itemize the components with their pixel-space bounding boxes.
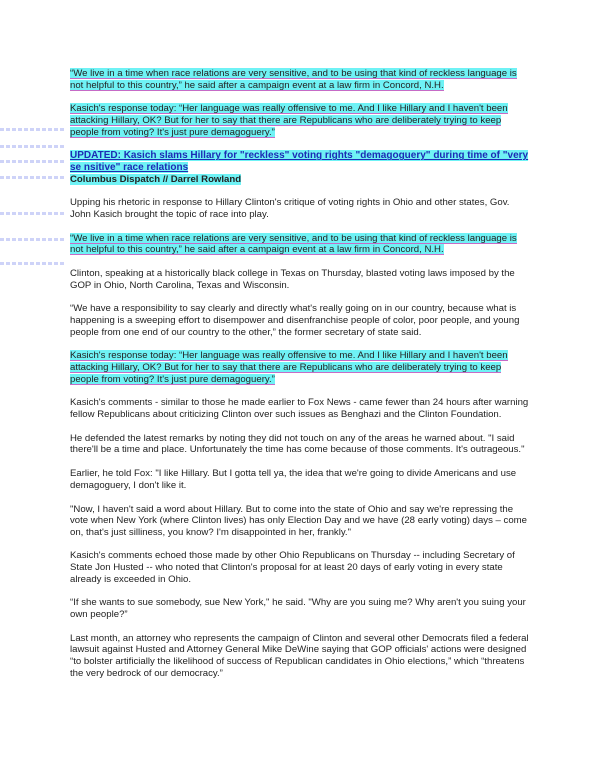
- body-paragraph: “If she wants to sue somebody, sue New York," he said. "Why are you suing me? Why aren't you suing your own people?”: [70, 597, 526, 621]
- margin-artifact: [0, 160, 66, 163]
- body-paragraph: “We live in a time when race relations are very sensitive, and to be using that kind of reckless language is not helpful to this country,” he said after a campaign event at a law firm in Concord, N.H.: [70, 232, 517, 256]
- article-body: [70, 197, 530, 679]
- body-paragraph: Kasich's comments echoed those made by other Ohio Republicans on Thursday -- including Secretary of State Jon Husted -- who noted that Clinton's proposal for at least 20 days of early voting in every state already is exceeded in Ohio.: [70, 550, 515, 585]
- margin-artifact: [0, 145, 66, 148]
- margin-artifact: [0, 262, 66, 265]
- body-paragraph: Clinton, speaking at a historically black college in Texas on Thursday, blasted voting laws imposed by the GOP in Ohio, North Carolina, Texas and Wisconsin.: [70, 268, 515, 291]
- quote-paragraph: [70, 68, 530, 91]
- body-paragraph: Last month, an attorney who represents the campaign of Clinton and several other Democrats filed a federal lawsuit against Husted and Attorney General Mike DeWine saying that GOP officials' actions were designed “to bolster artificially the likelihood of success of Republican candidates in Ohio elections,” which “threatens the very bedrock of our democracy.”: [70, 632, 529, 679]
- headline-link[interactable]: UPDATED: Kasich slams Hillary for "reckless" voting rights "demagoguery" during time of "very se nsitive" race relations: [70, 150, 529, 173]
- margin-artifact: [0, 128, 66, 131]
- article-header: [70, 150, 530, 185]
- byline: Columbus Dispatch // Darrel Rowland: [70, 173, 242, 185]
- body-paragraph: He defended the latest remarks by noting they did not touch on any of the areas he warned about. "I said there'll be a time and place. Unfortunately the time has come because of those comments. It's outrageous.": [70, 432, 525, 456]
- body-paragraph: “We have a responsibility to say clearly and directly what's really going on in our country, because what is happening is a sweeping effort to disempower and disenfranchise people of color, poor people, and young people from one end of our country to the other,” the former secretary of state said.: [70, 303, 520, 338]
- body-paragraph: Kasich's response today: “Her language was really offensive to me. And I like Hillary and I haven't been attacking Hillary, OK? But for her to say that there are Republicans who are deliberately trying to keep people from voting? It's just pure demagoguery.”: [70, 350, 508, 385]
- body-paragraph: Upping his rhetoric in response to Hillary Clinton's critique of voting rights in Ohio and other states, Gov. John Kasich brought the topic of race into play.: [70, 197, 510, 220]
- body-paragraph: "Now, I haven't said a word about Hillary. But to come into the state of Ohio and say we're repressing the vote when New York (where Clinton lives) has only Election Day and we have (28 early voting) days – come on, that's just silliness, you know? I'm disappointed in her, frankly.": [70, 503, 528, 538]
- margin-artifact: [0, 238, 66, 241]
- body-paragraph: Kasich's comments - similar to those he made earlier to Fox News - came fewer than 24 hours after warning fellow Republicans about criticizing Clinton over such issues as Benghazi and the Clinton Foundation.: [70, 397, 529, 420]
- margin-artifact: [0, 176, 66, 179]
- response-paragraph: [70, 103, 530, 138]
- highlighted-quote: “We live in a time when race relations are very sensitive, and to be using that kind of reckless language is not helpful to this country,” he said after a campaign event at a law firm in Concord, N.H.: [70, 68, 517, 91]
- document-page: [70, 68, 530, 691]
- body-paragraph: Earlier, he told Fox: "I like Hillary. But I gotta tell ya, the idea that we're going to divide Americans and use demagoguery, I don't like it.: [70, 468, 517, 491]
- highlighted-response: Kasich's response today: “Her language was really offensive to me. And I like Hillary and I haven't been attacking Hillary, OK? But for her to say that there are Republicans who are deliberately trying to keep people from voting? It's just pure demagoguery.”: [70, 103, 508, 138]
- margin-artifact: [0, 212, 66, 215]
